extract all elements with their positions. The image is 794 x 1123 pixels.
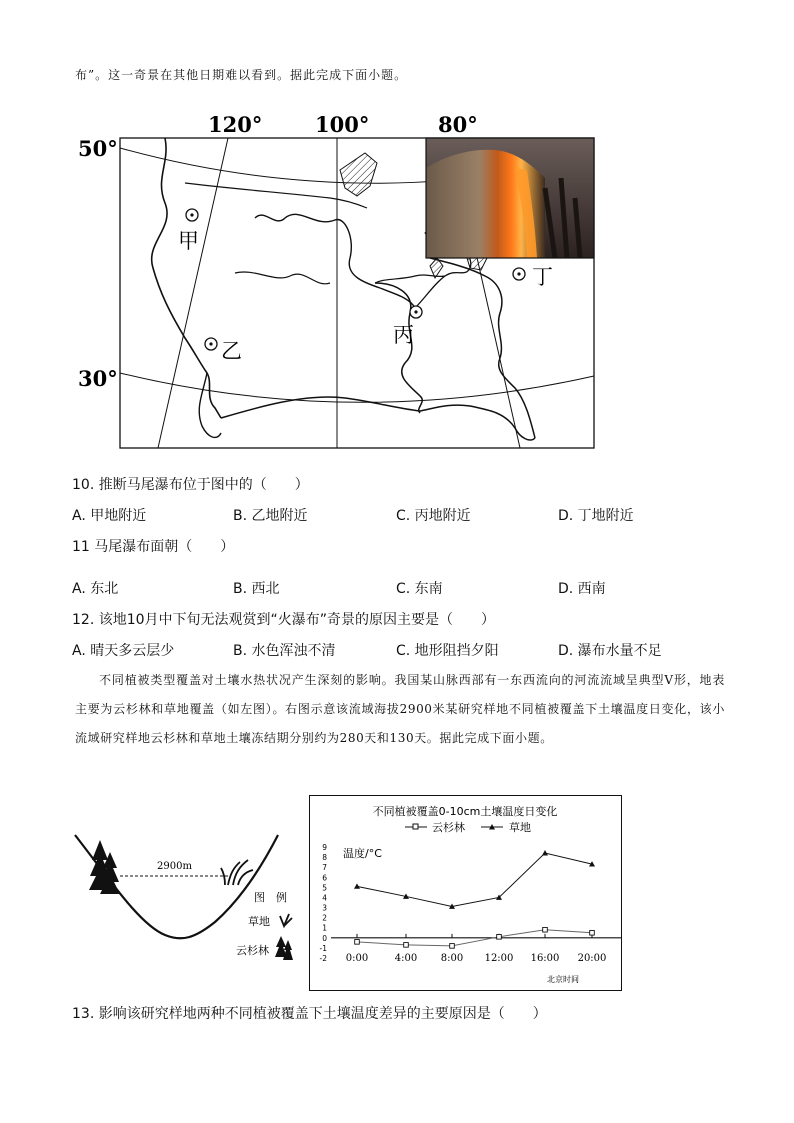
q12-option-c: C. 地形阻挡夕阳: [396, 643, 499, 659]
north-america-map: [75, 108, 605, 453]
y-tick-label-6: 4: [322, 893, 327, 903]
spruce-point-5: [590, 930, 595, 935]
y-tick-label-1: -1: [319, 943, 327, 953]
x-tick-label-3: 12:00: [484, 952, 514, 964]
lon-label-100: 100°: [315, 112, 370, 137]
label-yi: 乙: [221, 339, 242, 363]
chart-title: 不同植被覆盖0-10cm土壤温度日变化: [372, 805, 558, 818]
q11-option-a: A. 东北: [72, 581, 119, 597]
spruce-point-4: [543, 927, 548, 932]
marker-ding: [513, 265, 553, 289]
x-tick-label-1: 4:00: [394, 952, 418, 964]
passage: [75, 666, 725, 753]
hatched-hudson: [340, 153, 377, 196]
y-tick-label-8: 6: [322, 873, 327, 883]
y-tick-label-4: 2: [322, 913, 327, 923]
legend-grass-label: 草地: [248, 915, 270, 928]
q11-option-c: C. 东南: [396, 581, 443, 597]
lat-label-50: 50°: [78, 136, 118, 161]
passage-text: 不同植被类型覆盖对土壤水热状况产生深刻的影响。我国某山脉西部有一东西流向的河流流域呈典型V形，地表主要为云杉林和草地覆盖（如左图）。右图示意该流域海拔2900米某研究样地不同植被覆盖下土壤温度日变化，该小流域研究样地云杉林和草地土壤冻结期分别约为280天和130天。据此完成下面小题。: [75, 673, 725, 745]
west-coast: [152, 138, 221, 418]
legend-spruce-series: 云杉林: [432, 821, 465, 834]
east-coast: [430, 258, 535, 438]
y-tick-label-0: -2: [319, 954, 327, 963]
grass-slope: [221, 860, 253, 885]
label-ding: 丁: [532, 265, 553, 289]
great-lakes-region: [255, 214, 415, 308]
lon-label-80: 80°: [438, 112, 478, 137]
gulf-coast: [221, 397, 535, 440]
soil-temperature-chart: [309, 795, 622, 991]
intro-line: 布”。这一奇景在其他日期难以看到。据此完成下面小题。: [75, 68, 408, 82]
q10-option-c: C. 丙地附近: [396, 508, 471, 524]
marker-bing: [393, 306, 422, 347]
marker-yi: [205, 338, 242, 363]
question-13-stem: 13. 影响该研究样地两种不同植被覆盖下土壤温度差异的主要原因是（ ）: [72, 1006, 547, 1022]
mississippi: [375, 283, 422, 413]
label-jia: 甲: [178, 229, 199, 253]
elevation-label: 2900m: [157, 861, 192, 872]
y-axis-label: 温度/°C: [343, 847, 382, 860]
y-tick-label-9: 7: [322, 863, 327, 873]
x-tick-label-2: 8:00: [440, 952, 464, 964]
legend-title: 图 例: [254, 891, 287, 904]
y-tick-label-10: 8: [322, 853, 327, 863]
y-tick-label-5: 3: [322, 903, 327, 913]
river-west: [235, 272, 330, 284]
us-canada-border: [185, 183, 367, 208]
x-tick-label-5: 20:00: [577, 952, 607, 964]
x-tick-label-0: 0:00: [345, 952, 369, 964]
y-tick-label-7: 5: [322, 883, 327, 893]
legend-spruce-label: 云杉林: [236, 944, 269, 957]
legend-marker-spruce: [413, 824, 418, 829]
q10-option-a: A. 甲地附近: [72, 508, 147, 524]
spruce-point-0: [355, 940, 360, 945]
legend-grass-icon: [280, 914, 292, 926]
parallel-30: [120, 373, 594, 402]
x-tick-label-4: 16:00: [530, 952, 560, 964]
spruce-point-3: [497, 935, 502, 940]
marker-jia: [178, 209, 199, 253]
question-12-stem: 12. 该地10月中下旬无法观赏到“火瀑布”奇景的原因主要是（ ）: [72, 612, 496, 628]
y-tick-label-11: 9: [322, 843, 327, 852]
x-axis-label: 北京时间: [547, 975, 579, 984]
label-bing: 丙: [393, 323, 414, 347]
spruce-point-2: [450, 944, 455, 949]
y-tick-label-2: 0: [322, 933, 327, 943]
legend-grass-series: 草地: [509, 821, 531, 834]
q12-option-b: B. 水色浑浊不清: [233, 643, 336, 659]
q11-option-b: B. 西北: [233, 581, 280, 597]
v-valley-figure: [70, 830, 300, 970]
question-11-stem: 11 马尾瀑布面朝（ ）: [72, 539, 235, 555]
spruce-point-1: [404, 943, 409, 948]
y-tick-label-3: 1: [322, 923, 327, 933]
q10-option-b: B. 乙地附近: [233, 508, 308, 524]
q12-option-d: D. 瀑布水量不足: [558, 643, 662, 659]
q10-option-d: D. 丁地附近: [558, 508, 634, 524]
legend-spruce-icon: [275, 936, 293, 960]
spruce-trees-slope: [89, 840, 120, 894]
hatched-east-2: [467, 258, 487, 270]
question-10-stem: 10. 推断马尾瀑布位于图中的（ ）: [72, 477, 309, 493]
lat-label-30: 30°: [78, 366, 118, 391]
q11-option-d: D. 西南: [558, 581, 606, 597]
q12-option-a: A. 晴天多云层少: [72, 643, 175, 659]
horsetail-fall-photo: [426, 138, 594, 258]
lon-label-120: 120°: [208, 112, 263, 137]
